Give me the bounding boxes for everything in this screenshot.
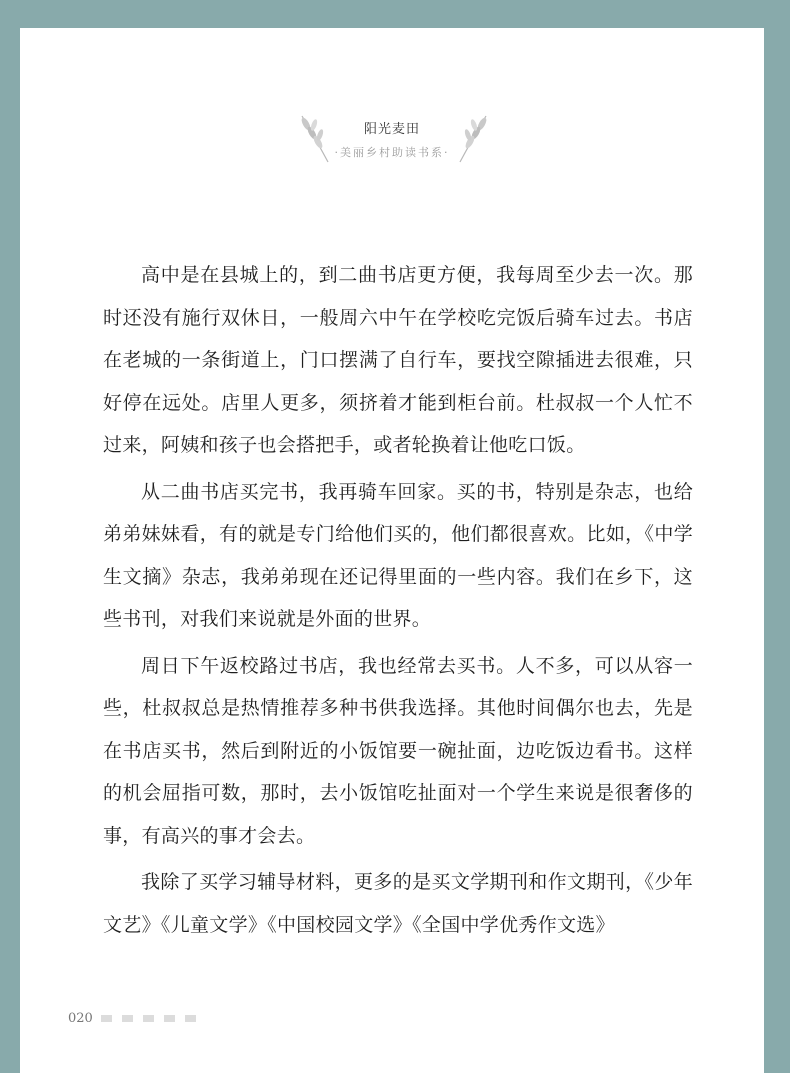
paragraph: 我除了买学习辅导材料，更多的是买文学期刊和作文期刊，《少年文艺》《儿童文学》《中国校园文学》《全国中学优秀作文选》 [103, 871, 693, 936]
footer-decoration [164, 1015, 175, 1022]
paragraph: 从二曲书店买完书，我再骑车回家。买的书，特别是杂志，也给弟弟妹妹看，有的就是专门给他们买的，他们都很喜欢。比如，《中学生文摘》杂志，我弟弟现在还记得里面的一些内容。我们在乡下，这些书刊，对我们来说就是外面的世界。 [103, 480, 693, 630]
body-text [103, 254, 693, 946]
page-footer [68, 1008, 206, 1028]
wheat-ornament-icon [454, 114, 494, 164]
paragraph: 高中是在县城上的，到二曲书店更方便，我每周至少去一次。那时还没有施行双休日，一般周六中午在学校吃完饭后骑车过去。书店在老城的一条街道上，门口摆满了自行车，要找空隙插进去很难，只好停在远处。店里人更多，须挤着才能到柜台前。杜叔叔一个人忙不过来，阿姨和孩子也会搭把手，或者轮换着让他吃口饭。 [103, 264, 693, 456]
footer-decoration [185, 1015, 196, 1022]
footer-decoration [101, 1015, 112, 1022]
series-subtitle: ·美丽乡村助读书系· [334, 146, 450, 159]
book-page [20, 28, 764, 1073]
footer-decoration [122, 1015, 133, 1022]
series-title: 阳光麦田 [363, 122, 420, 137]
page-number: 020 [68, 1010, 93, 1026]
series-header [20, 118, 764, 178]
footer-decoration [143, 1015, 154, 1022]
paragraph: 周日下午返校路过书店，我也经常去买书。人不多，可以从容一些，杜叔叔总是热情推荐多种书供我选择。其他时间偶尔也去，先是在书店买书，然后到附近的小饭馆要一碗扯面，边吃饭边看书。这样的机会屈指可数，那时，去小饭馆吃扯面对一个学生来说是很奢侈的事，有高兴的事才会去。 [103, 654, 693, 847]
